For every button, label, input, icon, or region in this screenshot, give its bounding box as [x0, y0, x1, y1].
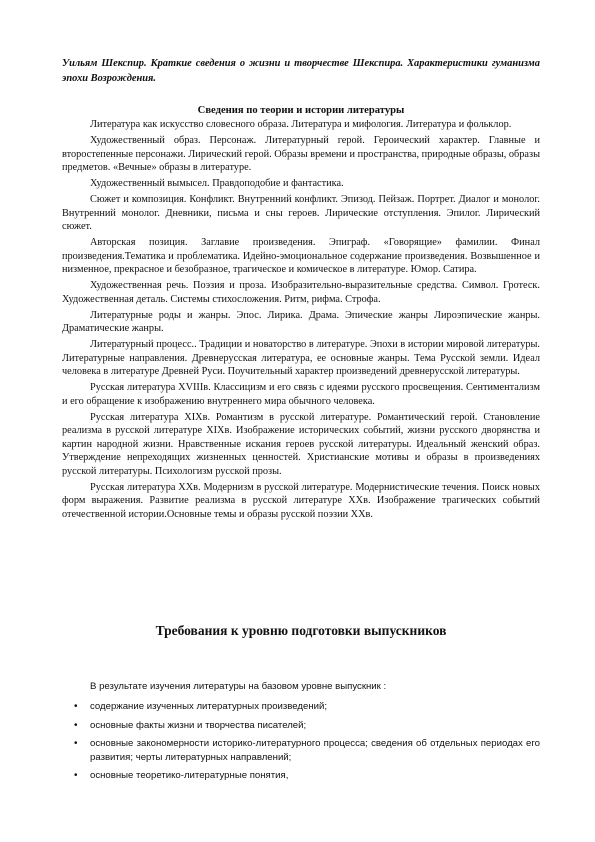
theory-paragraph: Русская литература XVIIIв. Классицизм и его связь с идеями русского просвещения. Сентиментализм и его обращение к изображению внутреннего мира обычного человека. [62, 382, 540, 407]
bullet-icon: • [74, 701, 78, 712]
bullet-icon: • [74, 719, 78, 731]
topic-title: Уильям Шекспир. Краткие сведения о жизни и творчестве Шекспира. Характеристики гуманизма эпохи Возрождения. [62, 58, 540, 84]
list-item [62, 719, 540, 733]
theory-paragraph: Художественный вымысел. Правдоподобие и фантастика. [90, 178, 344, 189]
theory-paragraph: Художественная речь. Поэзия и проза. Изобразительно-выразительные средства. Символ. Гротеск. Художественная деталь. Системы стихосложения. Ритм, рифма. Строфа. [62, 280, 540, 305]
requirements-intro: В результате изучения литературы на базовом уровне выпускник : [90, 681, 387, 692]
theory-section-body [62, 118, 540, 524]
list-item-text: основные теоретико-литературные понятия, [90, 770, 289, 781]
list-item-text: содержание изученных литературных произведений; [90, 701, 328, 712]
requirements-list [62, 700, 540, 788]
theory-paragraph: Авторская позиция. Заглавие произведения. Эпиграф. «Говорящие» фамилии. Финал произведения.Тематика и проблематика. Идейно-эмоциональное содержание произведения. Возвышенное и низменное, прекрасное и безобразное, трагическое и комическое в литературе. Юмор. Сатира. [62, 237, 540, 275]
list-item-text: основные закономерности историко-литературного процесса; сведения об отдельных периодах его развития; черты литературных направлений; [90, 738, 540, 763]
requirements-heading: Требования к уровню подготовки выпускников [155, 623, 447, 638]
bullet-icon: • [74, 770, 78, 781]
list-item [62, 769, 540, 783]
list-item [62, 700, 540, 714]
theory-section-heading: Сведения по теории и истории литературы [197, 105, 405, 116]
list-item [62, 737, 540, 764]
theory-paragraph: Русская литература XIXв. Романтизм в русской литературе. Романтический герой. Становление реализма в русской литературе XIXв. Изображение исторических событий, жизни русского дворянства и картин народной жизни. Нравственные искания героев русской литературы. Идеальный женский образ. Утверждение непреходящих жизненных ценностей. Христианские мотивы и образы в произведениях русской литературы. Психологизм русской прозы. [62, 411, 540, 477]
theory-paragraph: Русская литература XXв. Модернизм в русской литературе. Модернистические течения. Поиск новых форм выражения. Развитие реализма в русской литературе XXв. Изображение трагических событий отечественной истории.Основные темы и образы русской поэзии XXв. [62, 481, 540, 520]
list-item-text: основные факты жизни и творчества писателей; [90, 719, 307, 731]
theory-paragraph: Литература как искусство словесного образа. Литература и мифология. Литература и фольклор. [90, 119, 512, 130]
theory-paragraph: Литературный процесс.. Традиции и новаторство в литературе. Эпохи в истории мировой литературы. Литературные направления. Древнерусская литература, ее основные жанры. Тема Русской земли. Идеал человека в литературе Древней Руси. Поучительный характер произведений древнерусской литературы. [62, 339, 540, 377]
theory-paragraph: Сюжет и композиция. Конфликт. Внутренний конфликт. Эпизод. Пейзаж. Портрет. Диалог и монолог. Внутренний монолог. Дневники, письма и сны героев. Лирические отступления. Эпилог. Лирический сюжет. [62, 194, 540, 232]
theory-paragraph: Литературные роды и жанры. Эпос. Лирика. Драма. Эпические жанры Лироэпические жанры. Драматические жанры. [62, 309, 540, 334]
theory-paragraph: Художественный образ. Персонаж. Литературный герой. Героический характер. Главные и второстепенные персонажи. Лирический герой. Образы времени и пространства, природные образы, образы предметов. «Вечные» образы в литературе. [62, 135, 540, 173]
bullet-icon: • [74, 738, 78, 749]
